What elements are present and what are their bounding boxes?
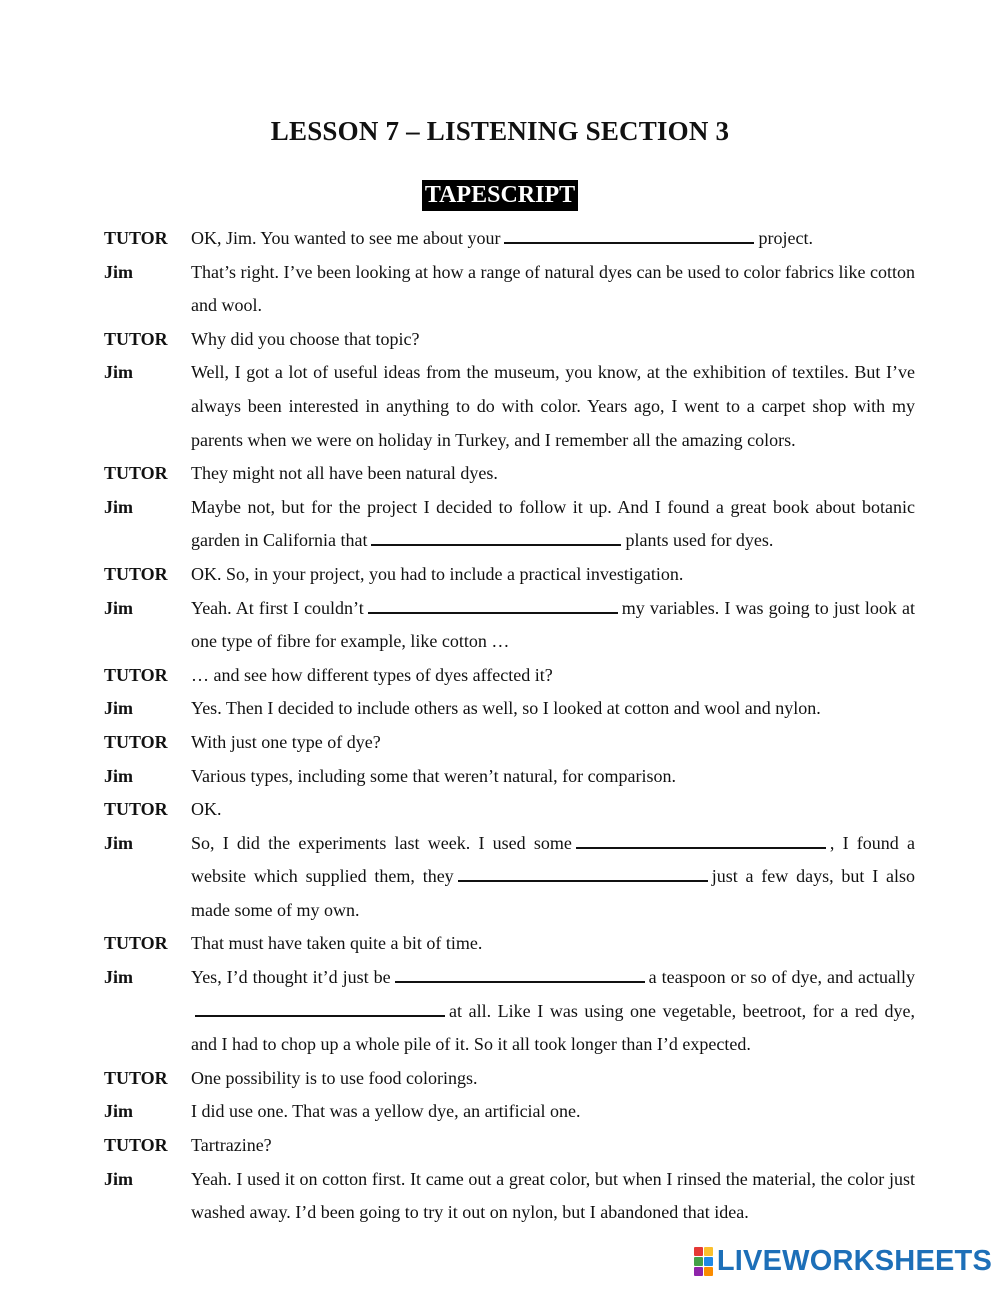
answer-blank[interactable] bbox=[368, 592, 618, 614]
text-segment: at all. Like I was using one vegetable, beetroot, for a red dye, and I had to chop up a whole pile of it. So it all took longer than I’d expected. bbox=[191, 1000, 915, 1055]
text-segment: … and see how different types of dyes affected it? bbox=[191, 664, 553, 685]
liveworksheets-icon bbox=[694, 1247, 713, 1276]
dialogue-line bbox=[104, 692, 915, 726]
answer-blank[interactable] bbox=[395, 961, 645, 983]
text-segment: OK. bbox=[191, 799, 222, 820]
dialogue-text bbox=[191, 760, 915, 794]
text-segment: Tartrazine? bbox=[191, 1135, 272, 1156]
text-segment: Various types, including some that weren’t natural, for comparison. bbox=[191, 765, 677, 786]
text-segment: just a few days, but I also made some of my own. bbox=[191, 866, 915, 920]
dialogue-line bbox=[104, 1062, 915, 1096]
text-segment: Yes. Then I decided to include others as well, so I looked at cotton and wool and nylon. bbox=[191, 698, 821, 719]
text-segment: my variables. I was going to just look at one type of fibre for example, like cotton … bbox=[191, 597, 915, 652]
speaker-label: Jim bbox=[104, 1168, 133, 1189]
dialogue-line bbox=[104, 760, 915, 794]
dialogue-line bbox=[104, 592, 915, 659]
text-segment: That’s right. I’ve been looking at how a range of natural dyes can be used to color fabrics like cotton and wool. bbox=[191, 261, 915, 316]
dialogue-text bbox=[191, 491, 915, 558]
answer-blank[interactable] bbox=[458, 860, 708, 882]
dialogue-text bbox=[191, 692, 915, 726]
dialogue-line bbox=[104, 793, 915, 827]
text-segment: Why did you choose that topic? bbox=[191, 328, 420, 349]
logo-square bbox=[694, 1247, 703, 1256]
text-segment: Yeah. I used it on cotton first. It came out a great color, but when I rinsed the material, the color just washed away. I’d been going to try it out on nylon, but I abandoned that idea. bbox=[191, 1168, 915, 1223]
dialogue-line bbox=[104, 491, 915, 558]
text-segment: Yes, I’d thought it’d just be bbox=[191, 967, 391, 988]
text-segment: , I found a website which supplied them, they bbox=[191, 832, 915, 887]
text-segment: Maybe not, but for the project I decided to follow it up. And I found a great book about botanic garden in California that bbox=[191, 496, 915, 551]
text-segment: OK. So, in your project, you had to include a practical investigation. bbox=[191, 563, 684, 584]
dialogue-line bbox=[104, 827, 915, 928]
tapescript-dialogue bbox=[104, 222, 915, 1230]
speaker-label: TUTOR bbox=[104, 1067, 168, 1088]
text-segment: With just one type of dye? bbox=[191, 731, 381, 752]
dialogue-line bbox=[104, 726, 915, 760]
logo-square bbox=[694, 1267, 703, 1276]
speaker-label: TUTOR bbox=[104, 664, 168, 685]
answer-blank[interactable] bbox=[195, 995, 445, 1017]
dialogue-text bbox=[191, 1129, 915, 1163]
text-segment: a teaspoon or so of dye, and actually bbox=[648, 967, 915, 988]
dialogue-line bbox=[104, 356, 915, 457]
speaker-label: Jim bbox=[104, 765, 133, 786]
speaker-label: TUTOR bbox=[104, 463, 168, 484]
speaker-label: Jim bbox=[104, 597, 133, 618]
logo-square bbox=[704, 1267, 713, 1276]
text-segment: Well, I got a lot of useful ideas from the museum, you know, at the exhibition of textiles. But I’ve always been interested in anything to do with color. Years ago, I went to a carpet shop with my parents when we were on holiday in Turkey, and I remember all the amazing colors. bbox=[191, 362, 915, 450]
page-title: LESSON 7 – LISTENING SECTION 3 bbox=[270, 116, 730, 146]
speaker-label: Jim bbox=[104, 261, 133, 282]
speaker-label: Jim bbox=[104, 967, 133, 988]
logo-square bbox=[704, 1247, 713, 1256]
dialogue-text bbox=[191, 1095, 915, 1129]
speaker-label: Jim bbox=[104, 496, 133, 517]
dialogue-text bbox=[191, 592, 915, 659]
text-segment: project. bbox=[758, 228, 813, 248]
speaker-label: Jim bbox=[104, 1101, 133, 1122]
speaker-label: TUTOR bbox=[104, 228, 168, 248]
text-segment: So, I did the experiments last week. I used some bbox=[191, 832, 572, 853]
dialogue-text bbox=[191, 827, 915, 928]
dialogue-text bbox=[191, 726, 915, 760]
answer-blank[interactable] bbox=[371, 524, 621, 546]
speaker-label: TUTOR bbox=[104, 1135, 168, 1156]
answer-blank[interactable] bbox=[576, 827, 826, 849]
dialogue-text bbox=[191, 1062, 915, 1096]
dialogue-text bbox=[191, 323, 915, 357]
dialogue-line bbox=[104, 1129, 915, 1163]
dialogue-text bbox=[191, 793, 915, 827]
dialogue-text bbox=[191, 356, 915, 457]
dialogue-line bbox=[104, 659, 915, 693]
dialogue-text bbox=[191, 222, 915, 256]
text-segment: I did use one. That was a yellow dye, an artificial one. bbox=[191, 1101, 581, 1122]
speaker-label: Jim bbox=[104, 832, 133, 853]
speaker-label: Jim bbox=[104, 698, 133, 719]
dialogue-line bbox=[104, 222, 915, 256]
speaker-label: TUTOR bbox=[104, 799, 168, 820]
text-segment: One possibility is to use food colorings. bbox=[191, 1067, 478, 1088]
text-segment: OK, Jim. You wanted to see me about your bbox=[191, 228, 501, 248]
text-segment: plants used for dyes. bbox=[625, 530, 774, 551]
dialogue-line bbox=[104, 927, 915, 961]
dialogue-text bbox=[191, 927, 915, 961]
speaker-label: TUTOR bbox=[104, 563, 168, 584]
text-segment: That must have taken quite a bit of time. bbox=[191, 933, 483, 954]
speaker-label: Jim bbox=[104, 362, 133, 383]
text-segment: They might not all have been natural dyes. bbox=[191, 463, 498, 484]
tapescript-heading: TAPESCRIPT bbox=[422, 180, 578, 211]
dialogue-text bbox=[191, 659, 915, 693]
dialogue-text bbox=[191, 961, 915, 1062]
speaker-label: TUTOR bbox=[104, 933, 168, 954]
answer-blank[interactable] bbox=[504, 222, 754, 244]
dialogue-line bbox=[104, 558, 915, 592]
dialogue-line bbox=[104, 961, 915, 1062]
liveworksheets-logo bbox=[694, 1243, 992, 1279]
dialogue-text bbox=[191, 558, 915, 592]
dialogue-text bbox=[191, 256, 915, 323]
speaker-label: TUTOR bbox=[104, 731, 168, 752]
text-segment: Yeah. At first I couldn’t bbox=[191, 597, 364, 618]
dialogue-line bbox=[104, 323, 915, 357]
dialogue-text bbox=[191, 457, 915, 491]
speaker-label: TUTOR bbox=[104, 328, 168, 349]
logo-square bbox=[694, 1257, 703, 1266]
subtitle-wrapper bbox=[0, 180, 1000, 211]
dialogue-line bbox=[104, 457, 915, 491]
dialogue-text bbox=[191, 1163, 915, 1230]
dialogue-line bbox=[104, 1163, 915, 1230]
logo-square bbox=[704, 1257, 713, 1266]
dialogue-line bbox=[104, 1095, 915, 1129]
brand-name: LIVEWORKSHEETS bbox=[716, 1244, 992, 1277]
dialogue-line bbox=[104, 256, 915, 323]
